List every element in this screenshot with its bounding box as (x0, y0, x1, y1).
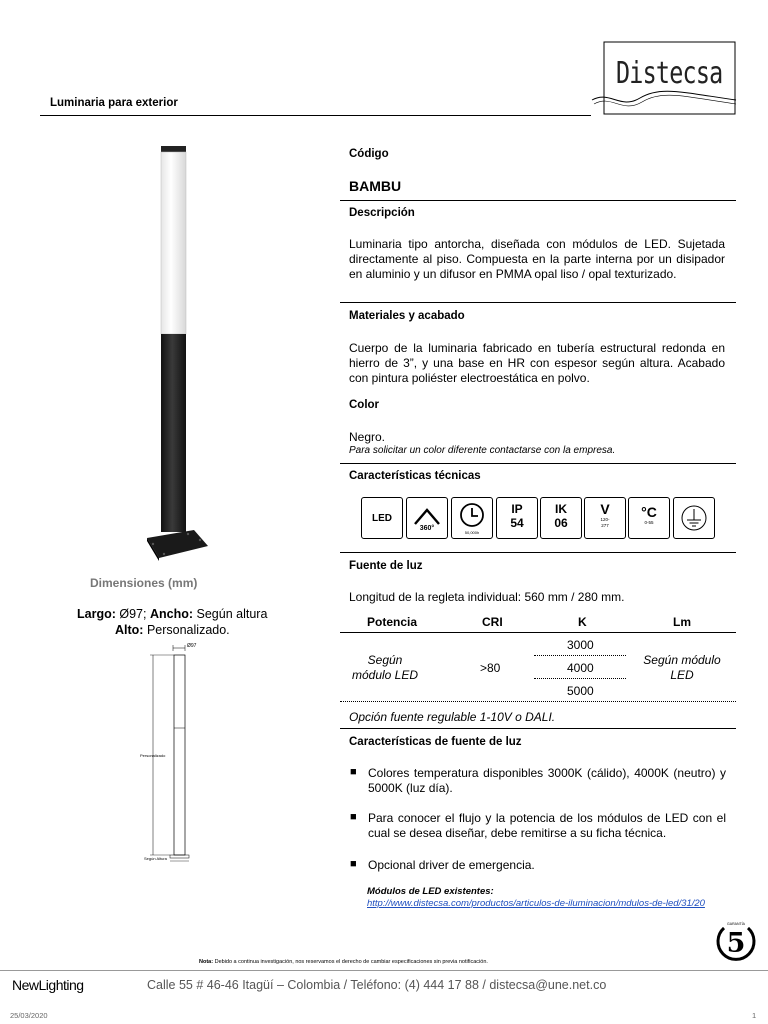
descripcion-label: Descripción (349, 207, 415, 219)
materiales-text: Cuerpo de la luminaria fabricado en tubería estructural redonda en hierro de 3”, y una base en HR con espesor según altura. Acabado con pintura poliéster electroestática en polvo. (349, 341, 725, 385)
header-rule (40, 115, 591, 116)
temperature-icon (628, 497, 670, 539)
rule-1 (340, 200, 736, 201)
rule-3 (340, 463, 736, 464)
list-item-flujo: Para conocer el flujo y la potencia de los módulos de LED con el cual se desea diseñar, debe remitirse a su ficha técnica. (368, 811, 726, 840)
list-item-driver: Opcional driver de emergencia. (368, 858, 535, 872)
page-title: Luminaria para exterior (50, 97, 178, 109)
table-cri: >80 (480, 661, 501, 675)
volt-bottom: 120-277 (600, 517, 610, 528)
footer-date: 25/03/2020 (10, 1011, 48, 1020)
table-header-rule (340, 632, 736, 633)
fuente-option: Opción fuente regulable 1-10V o DALI. (349, 710, 556, 724)
led-icon-text: LED (372, 513, 392, 524)
logo-wordmark: Distecsa (616, 56, 723, 91)
codigo-value: BAMBU (349, 178, 402, 194)
clock-hours-icon (451, 497, 493, 539)
caracteristicas-fuente-label: Características de fuente de luz (349, 736, 522, 748)
largo-value: Ø97; (119, 607, 147, 621)
ancho-label: Ancho: (149, 607, 194, 621)
distecsa-logo (590, 40, 738, 118)
k-divider-1 (534, 655, 626, 656)
ip-rating-icon (496, 497, 538, 539)
table-header-cri: CRI (482, 615, 503, 629)
warranty-number: 5 (726, 928, 746, 959)
table-bottom-dotted (340, 701, 736, 702)
caracteristicas-tecnicas-label: Características técnicas (349, 470, 481, 482)
ground-icon (673, 497, 715, 539)
ip-top: IP (511, 502, 523, 516)
drawing-diameter-label: Ø97 (187, 643, 197, 649)
bullet-1: ■ (350, 766, 357, 778)
alto-label: Alto: (115, 623, 144, 637)
modulos-label: Módulos de LED existentes: (367, 886, 494, 897)
ip-bottom: 54 (510, 516, 524, 530)
color-label: Color (349, 399, 380, 411)
ik-bottom: 06 (554, 516, 568, 530)
largo-label: Largo: (77, 607, 116, 621)
led-icon (361, 497, 403, 539)
fuente-text: Longitud de la regleta individual: 560 mm / 280 mm. (349, 590, 625, 604)
angle-360-icon (406, 497, 448, 539)
newlighting-logo: NewLighting (12, 977, 84, 993)
k-divider-2 (534, 678, 626, 679)
table-k-4000: 4000 (567, 661, 594, 675)
ancho-value: Según altura (196, 607, 268, 621)
ik-top: IK (555, 502, 567, 516)
footer-note (199, 959, 488, 965)
dimensions-largo-ancho (77, 607, 267, 621)
modulos-link[interactable]: http://www.distecsa.com/productos/articulos-de-iluminacion/mdulos-de-led/31/20 (367, 898, 705, 909)
footer-rule (0, 970, 768, 971)
volt-top: V (600, 501, 610, 517)
warranty-text: GARANTÍA (727, 922, 745, 926)
temp-bottom: 0-55 (644, 520, 654, 525)
footer-note-text: Debido a continua investigación, nos reservamos el derecho de cambiar especificaciones sin previa notificación. (214, 959, 488, 965)
bullet-3: ■ (350, 858, 357, 870)
table-header-potencia: Potencia (367, 615, 418, 629)
materiales-label: Materiales y acabado (349, 310, 465, 322)
list-item-colores: Colores temperatura disponibles 3000K (cálido), 4000K (neutro) y 5000K (luz día). (368, 766, 726, 795)
table-potencia: Según módulo LED (351, 653, 419, 682)
color-value: Negro. (349, 430, 386, 444)
product-image (140, 140, 220, 565)
hours-icon-text: 50,000h (464, 530, 480, 535)
descripcion-text: Luminaria tipo antorcha, diseñada con módulos de LED. Sujetada directamente al piso. Compuesta en la parte interna por un disipador en aluminio y un difusor en PMMA opal liso / opal texturizado. (349, 237, 725, 281)
alto-value: Personalizado. (146, 623, 230, 637)
table-k-5000: 5000 (567, 684, 594, 698)
table-header-k: K (578, 615, 587, 629)
rule-4 (340, 552, 736, 553)
temp-top: °C (641, 504, 657, 520)
dimension-drawing (140, 643, 210, 868)
angle-icon-text: 360° (419, 525, 435, 532)
table-header-lm: Lm (673, 615, 691, 629)
rule-5 (340, 728, 736, 729)
footer-note-label: Nota: (199, 959, 214, 965)
page-number: 1 (752, 1011, 757, 1020)
fuente-label: Fuente de luz (349, 560, 423, 572)
dimensions-heading: Dimensiones (mm) (90, 576, 198, 590)
rule-2 (340, 302, 736, 303)
table-lm: Según módulo LED (643, 653, 721, 682)
color-note: Para solicitar un color diferente contactarse con la empresa. (349, 445, 616, 456)
dimensions-alto (115, 623, 230, 637)
drawing-height-label: Personalizado (140, 753, 166, 758)
ik-rating-icon (540, 497, 582, 539)
table-k-3000: 3000 (567, 638, 594, 652)
bullet-2: ■ (350, 811, 357, 823)
drawing-base-label: Según Altura (144, 856, 167, 861)
voltage-icon (584, 497, 626, 539)
warranty-icon (714, 922, 758, 966)
footer-address: Calle 55 # 46-46 Itagüí – Colombia / Teléfono: (4) 444 17 88 / distecsa@une.net.co (147, 978, 607, 992)
codigo-label: Código (349, 148, 389, 160)
